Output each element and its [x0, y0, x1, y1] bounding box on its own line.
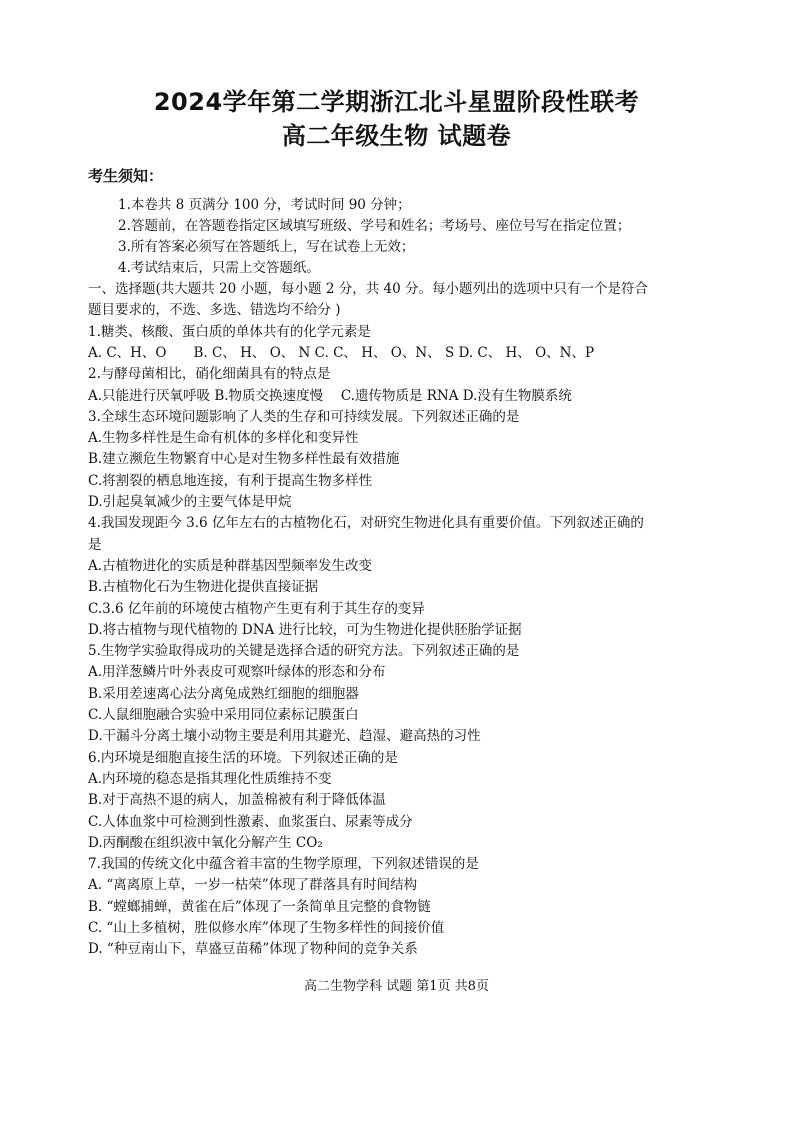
- question-line: D. “种豆南山下，草盛豆苗稀”体现了物种间的竞争关系: [88, 941, 418, 958]
- question-line: B.对于高热不退的病人，加盖棉被有利于降低体温: [88, 792, 386, 809]
- question-line: 是: [88, 536, 102, 553]
- question-line: C. “山上多植树，胜似修水库”体现了生物多样性的间接价值: [88, 920, 445, 936]
- question-line: B.采用差速离心法分离兔成熟红细胞的细胞器: [88, 685, 359, 702]
- question-line: D.引起臭氧减少的主要气体是甲烷: [88, 494, 292, 510]
- question-line: D.将古植物与现代植物的 DNA 进行比较，可为生物进化提供胚胎学证据: [88, 621, 522, 638]
- question-line: A.古植物进化的实质是种群基因型频率发生改变: [88, 557, 373, 574]
- question-line: 题目要求的，不选、多选、错选均不给分 ): [88, 302, 341, 319]
- question-line: D.干漏斗分离土壤小动物主要是利用其避光、趋湿、避高热的习性: [88, 728, 481, 745]
- question-line: B.建立濒危生物繁育中心是对生物多样性最有效措施: [88, 451, 400, 468]
- notice-item: 1.本卷共 8 页满分 100 分，考试时间 90 分钟；: [118, 197, 411, 213]
- question-line: A.用洋葱鳞片叶外表皮可观察叶绿体的形态和分布: [88, 664, 386, 681]
- notice-item: 4.考试结束后，只需上交答题纸。: [118, 260, 320, 276]
- question-line: C.人鼠细胞融合实验中采用同位素标记膜蛋白: [88, 707, 359, 723]
- question-line: C.将割裂的栖息地连接，有利于提高生物多样性: [88, 472, 373, 489]
- question-line: 5.生物学实验取得成功的关键是选择合适的研究方法。下列叙述正确的是: [88, 643, 520, 660]
- question-line: A. “离离原上草，一岁一枯荣”体现了群落具有时间结构: [88, 877, 418, 894]
- question-line: 2.与酵母菌相比，硝化细菌具有的特点是: [88, 366, 331, 383]
- question-line: D.丙酮酸在组织液中氧化分解产生 CO₂: [88, 834, 323, 851]
- exam-subtitle: 高二年级生物 试题卷: [281, 122, 512, 150]
- notice-heading: 考生须知：: [88, 167, 164, 185]
- question-line: 1.糖类、核酸、蛋白质的单体共有的化学元素是: [88, 323, 371, 340]
- question-line: A. C、H、O B. C、 H、 O、 N C. C、 H、 O、N、 S D. C、 H、 O、N、P: [88, 344, 595, 361]
- question-line: B.古植物化石为生物进化提供直接证据: [88, 579, 319, 596]
- question-line: 一、选择题(共大题共 20 小题，每小题 2 分，共 40 分。每小题列出的选项中只有一个是符合: [88, 281, 648, 297]
- question-line: 6.内环境是细胞直接生活的环境。下列叙述正确的是: [88, 749, 398, 766]
- question-line: 3.全球生态环境问题影响了人类的生存和可持续发展。下列叙述正确的是: [88, 408, 520, 425]
- question-line: C.人体血浆中可检测到性激素、血浆蛋白、尿素等成分: [88, 813, 413, 830]
- question-line: C.3.6 亿年前的环境使古植物产生更有利于其生存的变异: [88, 600, 425, 617]
- notice-item: 2.答题前，在答题卷指定区域填写班级、学号和姓名；考场号、座位号写在指定位置；: [118, 218, 631, 234]
- question-line: B. “螳螂捕蝉，黄雀在后”体现了一条简单且完整的食物链: [88, 898, 431, 915]
- exam-title: 2024学年第二学期浙江北斗星盟阶段性联考: [153, 88, 640, 116]
- question-line: A.内环境的稳态是指其理化性质维持不变: [88, 770, 332, 787]
- question-line: A.只能进行厌氧呼吸 B.物质交换速度慢 C.遗传物质是 RNA D.没有生物膜系统: [88, 387, 572, 404]
- question-line: 7.我国的传统文化中蕴含着丰富的生物学原理，下列叙述错误的是: [88, 856, 479, 873]
- question-line: 4.我国发现距今 3.6 亿年左右的古植物化石，对研究生物进化具有重要价值。下列叙述正确的: [88, 515, 644, 532]
- notice-item: 3.所有答案必须写在答题纸上，写在试卷上无效；: [118, 239, 415, 255]
- question-line: A.生物多样性是生命有机体的多样化和变异性: [88, 430, 359, 447]
- page-footer: 高二生物学科 试题 第1页 共8页: [304, 979, 489, 994]
